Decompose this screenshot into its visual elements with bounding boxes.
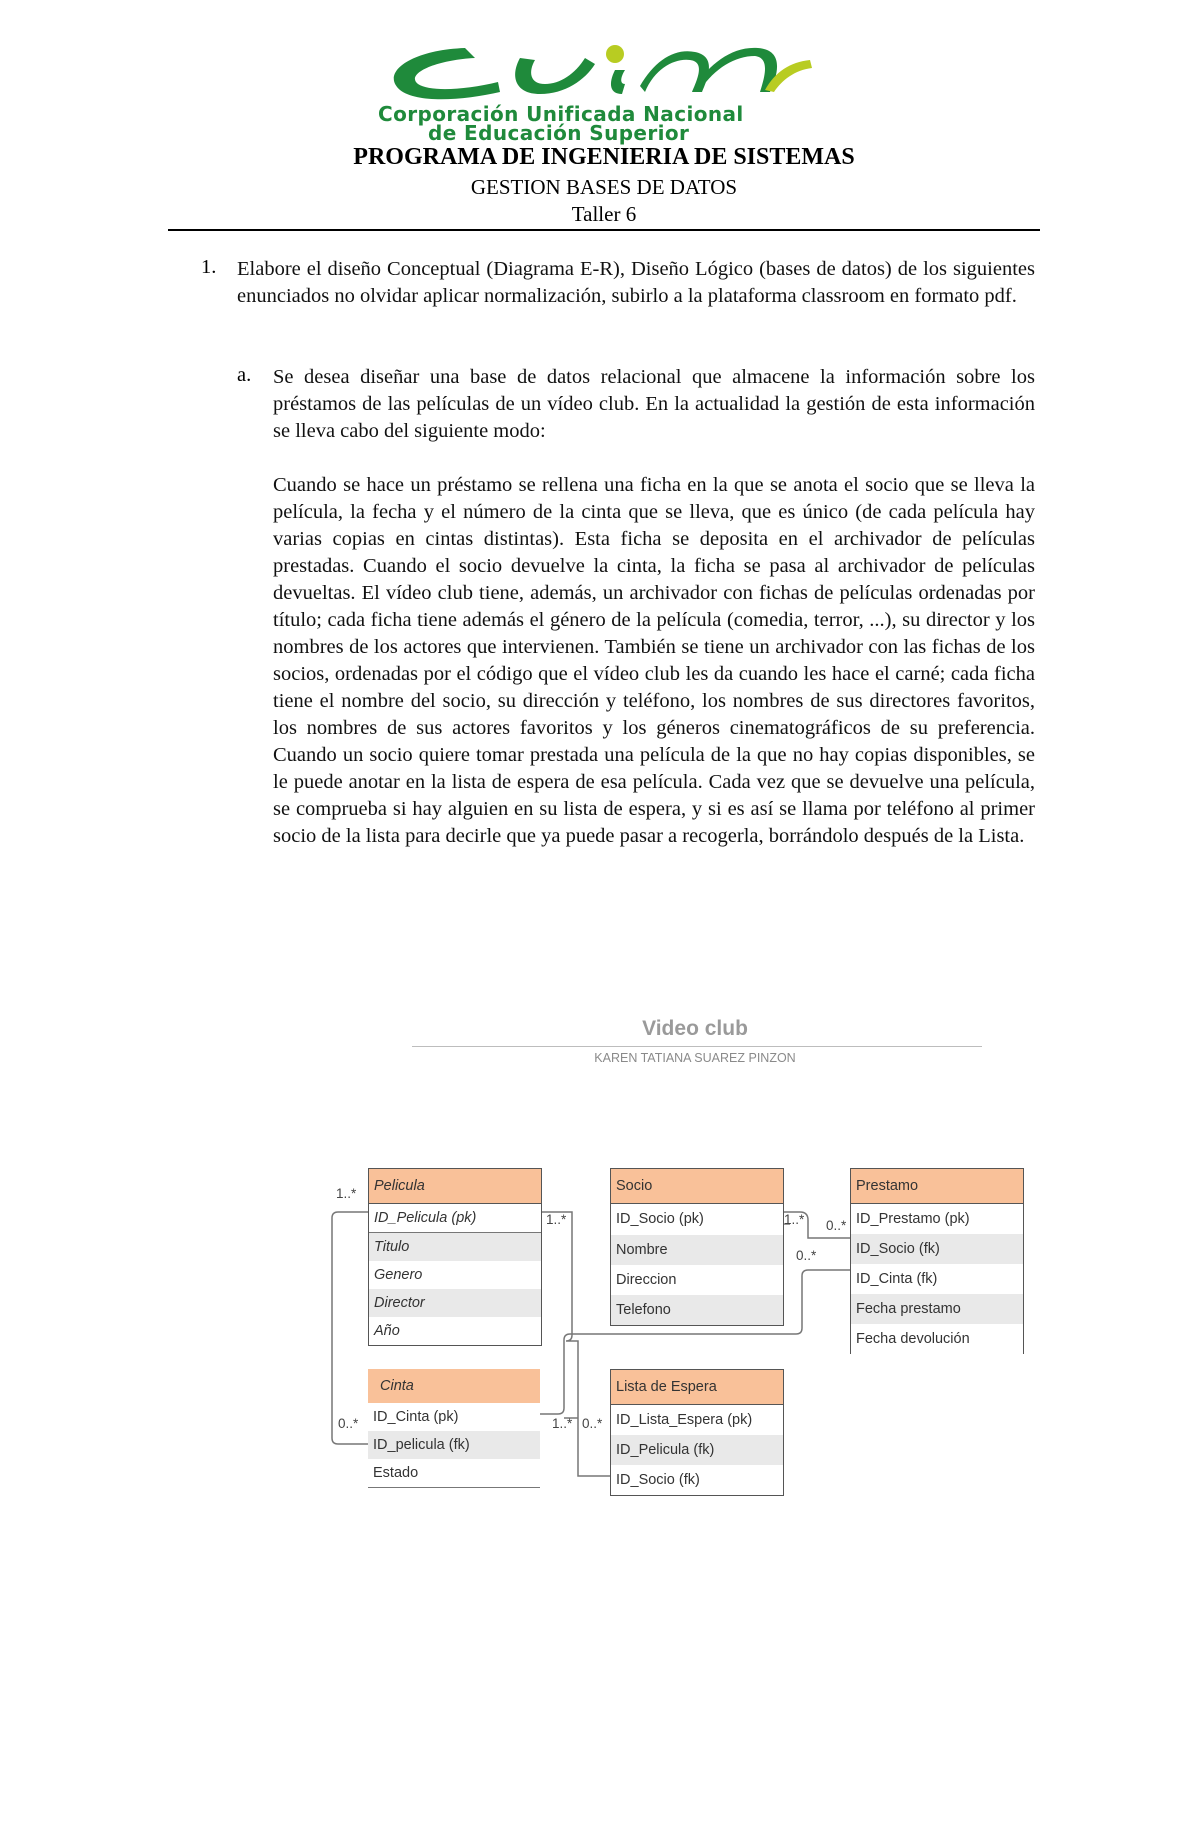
list-item-text: Elabore el diseño Conceptual (Diagrama E-R), Diseño Lógico (bases de datos) de los siguientes enunciados no olvidar aplicar normalización, subirlo a la plataforma classroom en formato pdf. bbox=[237, 258, 1035, 307]
diagram-author: KAREN TATIANA SUAREZ PINZON bbox=[594, 1051, 796, 1065]
multiplicity-label: 0..* bbox=[582, 1416, 603, 1431]
sub-item-letter: a. bbox=[237, 364, 252, 386]
entity-lista-espera-header: Lista de Espera bbox=[611, 1370, 783, 1405]
entity-cinta-header: Cinta bbox=[368, 1369, 540, 1403]
entity-socio bbox=[610, 1168, 784, 1326]
institution-name-line1: Corporación Unificada Nacional bbox=[378, 102, 744, 126]
header-divider bbox=[168, 229, 1040, 231]
multiplicity-label: 1..* bbox=[336, 1186, 357, 1201]
workshop-title: Taller 6 bbox=[571, 202, 637, 226]
entity-prestamo bbox=[850, 1168, 1024, 1354]
program-title: PROGRAMA DE INGENIERIA DE SISTEMAS bbox=[353, 144, 855, 170]
entity-prestamo-attr: Fecha prestamo bbox=[851, 1294, 1023, 1324]
entity-lista-espera bbox=[610, 1369, 784, 1496]
multiplicity-label: 0..* bbox=[796, 1248, 817, 1263]
diagram-title: Video club bbox=[642, 1017, 748, 1040]
description-paragraph: Cuando se hace un préstamo se rellena una ficha en la que se anota el socio que se lleva la película, la fecha y el número de la cinta que se lleva, que es único (de cada película hay varias copias en cintas distintas). Esta ficha se deposita en el archivador de películas prestadas. Cuando el socio devuelve la cinta, la ficha se pasa al archivador de películas devueltas. El vídeo club tiene, además, un archivador con fichas de películas ordenadas por título; cada ficha tiene además el género de la película (comedia, terror, ...), su director y los nombres de los actores que intervienen. También se tiene un archivador con las fichas de los socios, ordenadas por el código que el vídeo club les da cuando les hace el carné; cada ficha tiene el nombre del socio, su dirección y teléfono, los nombres de sus directores favoritos, los nombres de sus actores favoritos y los géneros cinematográficos de su preferencia. Cuando un socio quiere tomar prestada una película de la que no hay copias disponibles, se le puede anotar en la lista de espera de esa película. Cada vez que se devuelve una película, se comprueba si hay alguien en su lista de espera, y si es así se llama por teléfono al primer socio de la lista para decirle que ya puede pasar a recogerla, borrándolo después de la Lista. bbox=[273, 474, 1035, 847]
entity-pelicula-header: Pelicula bbox=[369, 1169, 541, 1204]
multiplicity-label: 0..* bbox=[826, 1218, 847, 1233]
entity-prestamo-attr: ID_Cinta (fk) bbox=[856, 1271, 938, 1287]
course-title: GESTION BASES DE DATOS bbox=[470, 175, 738, 199]
multiplicity-label: 1..* bbox=[784, 1212, 805, 1227]
entity-cinta-attr: Estado bbox=[368, 1459, 540, 1488]
entity-cinta-attr: ID_Cinta (pk) bbox=[373, 1409, 459, 1425]
entity-prestamo-header: Prestamo bbox=[851, 1169, 1023, 1204]
entity-prestamo-attr: ID_Socio (fk) bbox=[851, 1234, 1023, 1264]
entity-pelicula-attr: Genero bbox=[374, 1267, 423, 1283]
entity-cinta bbox=[368, 1369, 540, 1488]
entity-prestamo-attr: Fecha devolución bbox=[856, 1331, 970, 1347]
multiplicity-label: 1..* bbox=[552, 1416, 573, 1431]
diagram-title-divider bbox=[412, 1046, 982, 1047]
entity-socio-attr: Nombre bbox=[611, 1235, 783, 1265]
entity-socio-attr: Telefono bbox=[611, 1295, 783, 1325]
entity-prestamo-attr: ID_Prestamo (pk) bbox=[856, 1211, 970, 1227]
entity-pelicula-attr: ID_Pelicula (pk) bbox=[369, 1204, 541, 1233]
entity-lista-espera-attr: ID_Socio (fk) bbox=[616, 1472, 700, 1488]
entity-pelicula-attr: Titulo bbox=[369, 1233, 541, 1261]
entity-pelicula-attr: Año bbox=[374, 1323, 400, 1339]
entity-pelicula-attr: Director bbox=[369, 1289, 541, 1317]
list-item-number: 1. bbox=[201, 256, 217, 278]
entity-socio-header: Socio bbox=[611, 1169, 783, 1204]
entity-pelicula bbox=[368, 1168, 542, 1346]
entity-cinta-attr: ID_pelicula (fk) bbox=[368, 1431, 540, 1459]
sub-item-text: Se desea diseñar una base de datos relacional que almacene la información sobre los préstamos de las películas de un vídeo club. En la actualidad la gestión de esta información se lleva cabo del siguiente modo: bbox=[273, 366, 1035, 442]
institution-name-line2: de Educación Superior bbox=[428, 121, 690, 145]
multiplicity-label: 0..* bbox=[338, 1416, 359, 1431]
entity-lista-espera-attr: ID_Lista_Espera (pk) bbox=[616, 1412, 753, 1428]
entity-lista-espera-attr: ID_Pelicula (fk) bbox=[611, 1435, 783, 1465]
multiplicity-label: 1..* bbox=[546, 1212, 567, 1227]
entity-socio-attr: ID_Socio (pk) bbox=[616, 1211, 704, 1227]
entity-socio-attr: Direccion bbox=[616, 1272, 677, 1288]
